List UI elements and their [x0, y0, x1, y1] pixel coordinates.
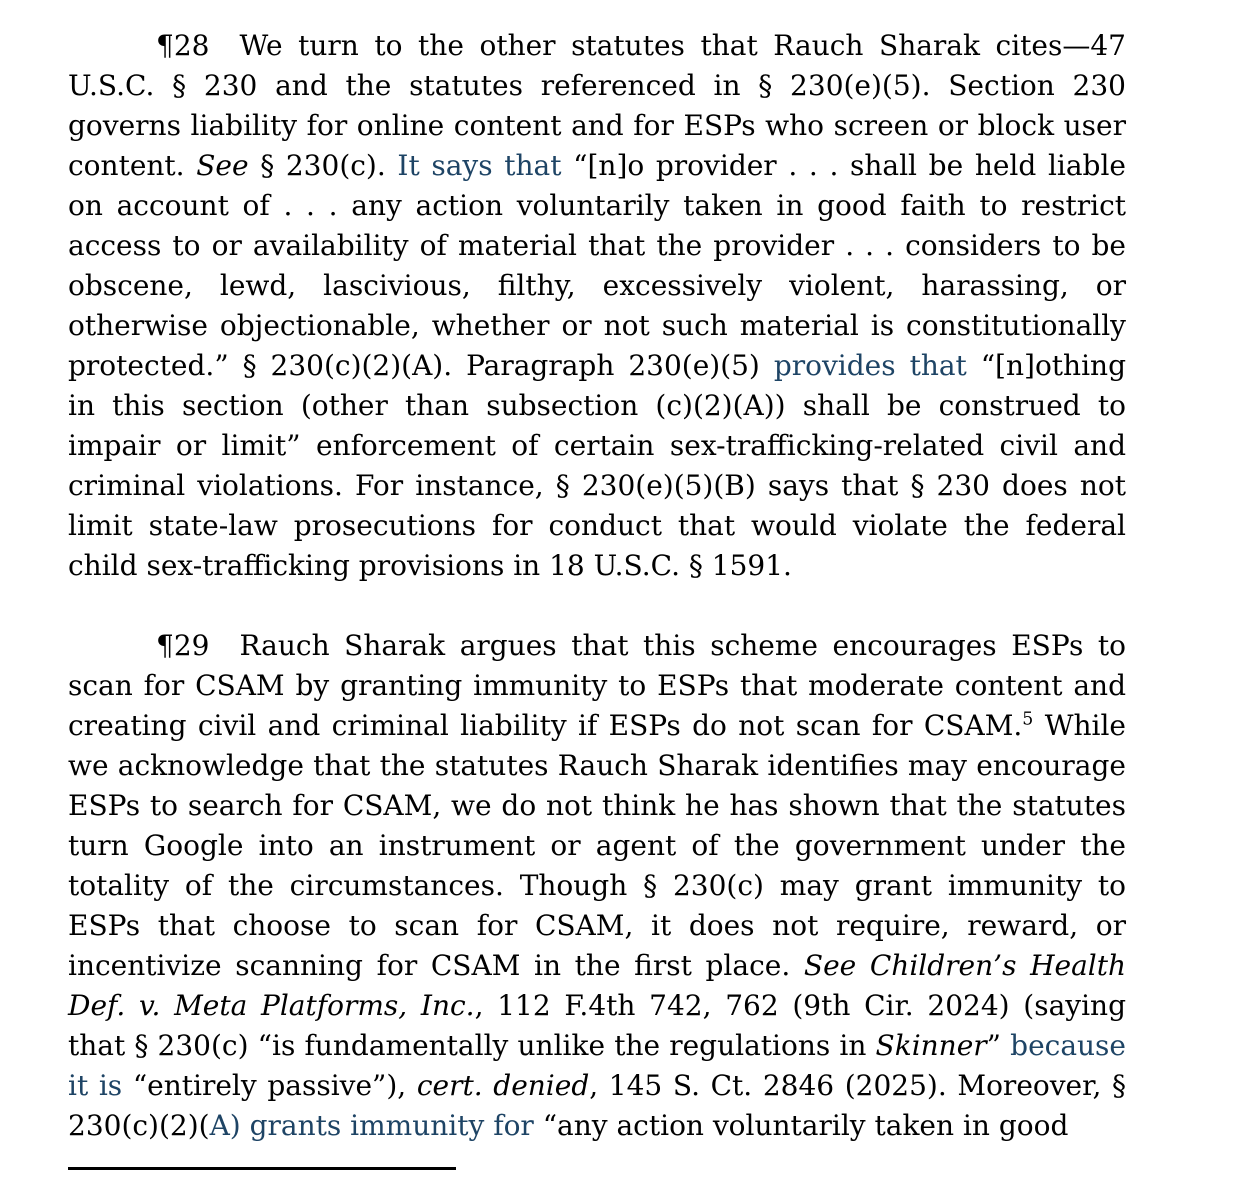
- text-run: While we acknowledge that the statutes Rauch Sharak identifies may encourage ESPs to search for CSAM, we do not think he has shown that the statutes turn Google into an instrument or agent of the government under the totality of the circumstances. Though § 230(c) may grant immunity to ESPs that choose to scan for CSAM, it does not require, reward, or incentivize scanning for CSAM in the first place.: [68, 709, 1127, 982]
- text-run: ”: [986, 1029, 1011, 1062]
- footnote-reference: 5: [1022, 709, 1034, 730]
- text-run: “any action voluntarily taken in good: [533, 1109, 1069, 1142]
- paragraph-number: ¶28: [156, 29, 210, 62]
- statute-link[interactable]: A) grants immunity for: [209, 1109, 534, 1142]
- text-run: See Children’s Health Def. v. Meta Platforms, Inc.: [68, 949, 1127, 1022]
- text-run: See: [196, 149, 249, 182]
- text-run: “entirely passive”),: [122, 1069, 417, 1102]
- text-run: § 230(c).: [248, 149, 398, 182]
- text-run: Skinner: [875, 1029, 987, 1062]
- text-run: We turn to the other statutes that Rauch Sharak cites—47 U.S.C. § 230 and the statutes referenced in § 230(e)(5). Section 230 governs liability for online content and for ESPs who screen or block user content.: [68, 29, 1126, 182]
- text-run: , 112 F.4th 742, 762 (9th Cir. 2024) (saying that § 230(c) “is fundamentally unlike the regulations in: [68, 989, 1126, 1062]
- paragraph-number: ¶29: [156, 629, 210, 662]
- text-run: “[n]othing in this section (other than subsection (c)(2)(A)) shall be construed to impair or limit” enforcement of certain sex-trafficking-related civil and criminal violations. For instance, § 230(e)(5)(B) says that § 230 does not limit state-law prosecutions for conduct that would violate the federal child sex-trafficking provisions in 18 U.S.C. § 1591.: [68, 349, 1126, 582]
- statute-link[interactable]: provides that: [773, 349, 967, 382]
- opinion-text-block: [68, 26, 1126, 1146]
- paragraph-29: [68, 626, 1126, 1146]
- text-run: cert. denied: [416, 1069, 590, 1102]
- footnote-separator-rule: [68, 1167, 456, 1170]
- text-run: “[n]o provider . . . shall be held liable on account of . . . any action voluntarily taken in good faith to restrict access to or availability of material that the provider . . . considers to be obscene, lewd, lascivious, filthy, excessively violent, harassing, or otherwise objectionable, whether or not such material is constitutionally protected.” § 230(c)(2)(A). Paragraph 230(e)(5): [68, 149, 1127, 382]
- paragraph-28: [68, 26, 1126, 586]
- statute-link[interactable]: It says that: [397, 149, 562, 182]
- text-run: , 145 S. Ct. 2846 (2025). Moreover, § 230(c)(2)(: [68, 1069, 1126, 1142]
- statute-link[interactable]: because it is: [68, 1029, 1126, 1102]
- text-run: Rauch Sharak argues that this scheme encourages ESPs to scan for CSAM by granting immunity to ESPs that moderate content and creating civil and criminal liability if ESPs do not scan for CSAM.: [68, 629, 1126, 742]
